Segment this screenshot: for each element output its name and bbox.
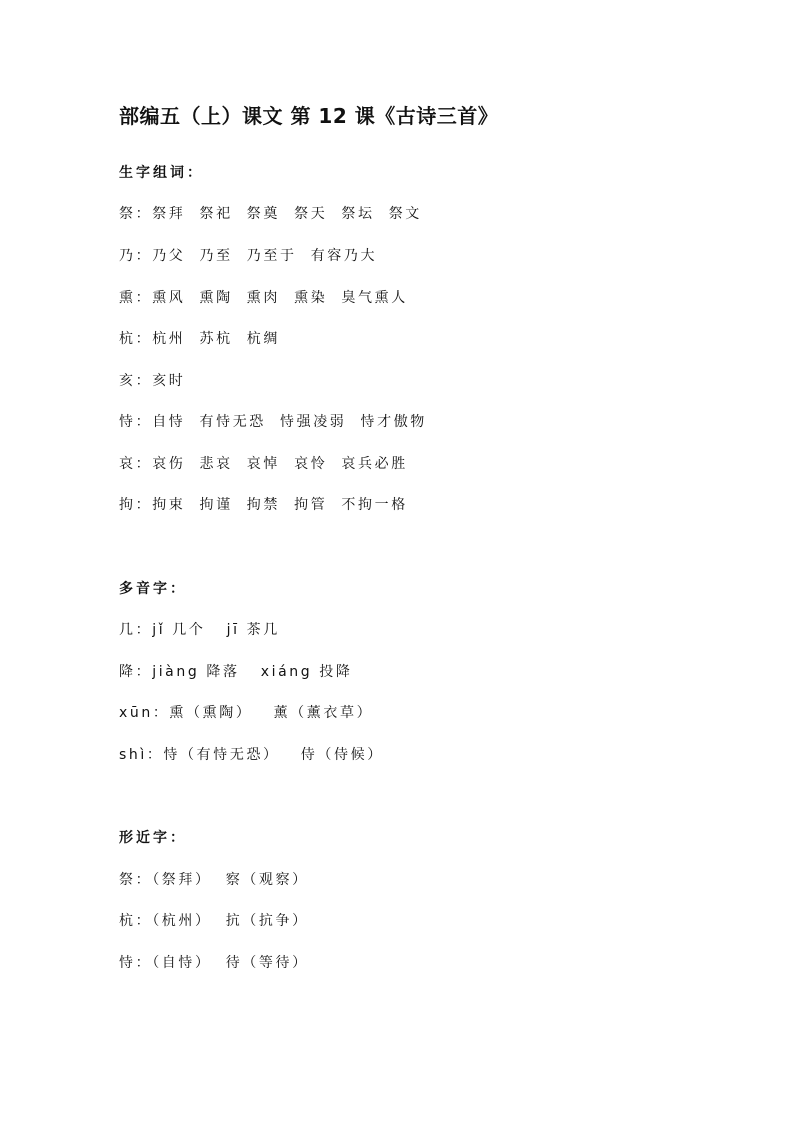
list-item: 拘：拘束 拘谨 拘禁 拘管 不拘一格 <box>119 497 408 513</box>
list-item: 降：jiàng 降落 xiáng 投降 <box>119 664 353 680</box>
list-item: 恃：自恃 有恃无恐 恃强凌弱 恃才傲物 <box>119 414 427 430</box>
list-item: 熏：熏风 熏陶 熏肉 熏染 臭气熏人 <box>119 290 408 306</box>
section-heading-polyphones: 多音字： <box>119 581 187 597</box>
list-item: 杭：（杭州） 抗（抗争） <box>119 913 309 929</box>
list-item: 杭：杭州 苏杭 杭绸 <box>119 331 281 347</box>
page-title: 部编五（上）课文 第 12 课《古诗三首》 <box>119 104 499 128</box>
list-item: 亥：亥时 <box>119 373 186 389</box>
list-item: 祭：（祭拜） 察（观察） <box>119 872 309 888</box>
list-item: 乃：乃父 乃至 乃至于 有容乃大 <box>119 248 378 264</box>
section-heading-new-words: 生字组词： <box>119 165 204 181</box>
list-item: 祭：祭拜 祭祀 祭奠 祭天 祭坛 祭文 <box>119 206 422 222</box>
list-item: shì：恃（有恃无恐） 侍（侍候） <box>119 747 384 763</box>
section-heading-similar-chars: 形近字： <box>119 830 187 846</box>
list-item: 哀：哀伤 悲哀 哀悼 哀怜 哀兵必胜 <box>119 456 408 472</box>
list-item: 恃：（自恃） 待（等待） <box>119 955 309 971</box>
list-item: 几：jǐ 几个 jī 茶几 <box>119 622 280 638</box>
list-item: xūn：熏（熏陶） 薰（薰衣草） <box>119 705 374 721</box>
